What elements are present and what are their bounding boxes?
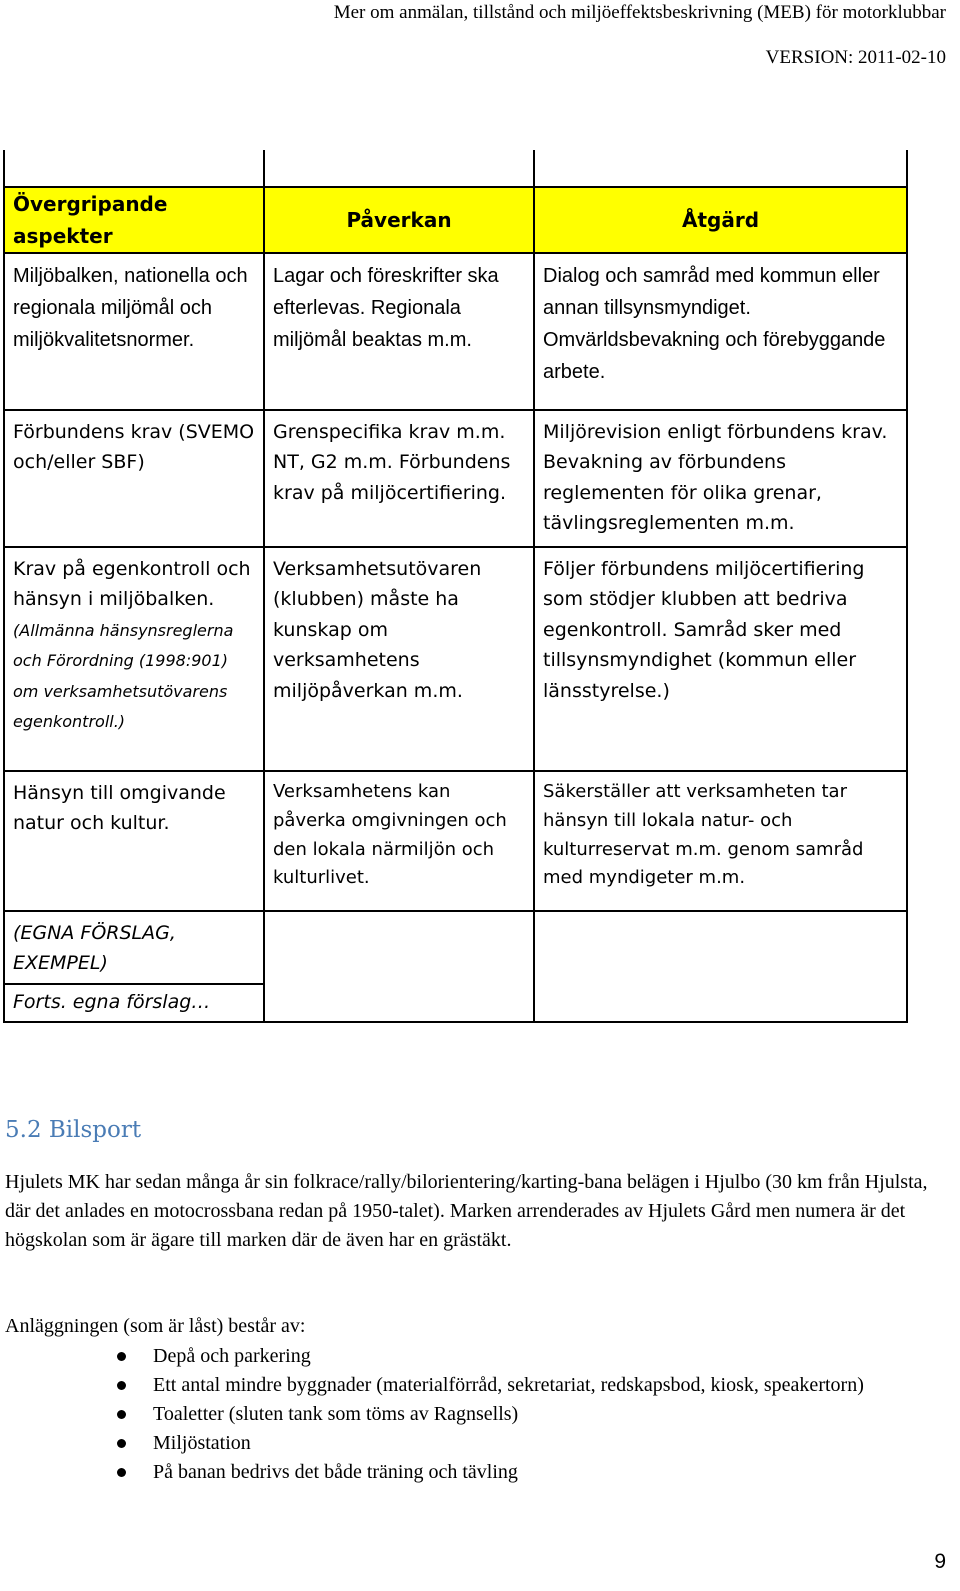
bullet-icon <box>117 1439 126 1448</box>
facility-list <box>0 1342 940 1487</box>
list-item: Ett antal mindre byggnader (materialförråd, sekretariat, redskapsbod, kiosk, speakertorn) <box>0 1371 940 1400</box>
running-header-version: VERSION: 2011-02-10 <box>765 47 946 68</box>
cell-aspect-main: Krav på egenkontroll och hänsyn i miljöbalken. <box>13 558 251 611</box>
header-aspects: Övergripande aspekter <box>4 187 264 253</box>
table-row <box>4 253 907 410</box>
cell-impact <box>264 911 534 1022</box>
running-header-title: Mer om anmälan, tillstånd och miljöeffektsbeskrivning (MEB) för motorklubbar <box>333 2 946 23</box>
list-item: På banan bedrivs det både träning och tävling <box>0 1458 940 1487</box>
cell-aspect: Forts. egna förslag… <box>4 984 264 1022</box>
page-number: 9 <box>934 1550 946 1573</box>
cell-impact: Verksamhetens kan påverka omgivningen och den lokala närmiljön och kulturlivet. <box>264 771 534 911</box>
cell-impact: Verksamhetsutövaren (klubben) måste ha kunskap om verksamhetens miljöpåverkan m.m. <box>264 547 534 771</box>
list-item: Toaletter (sluten tank som töms av Ragnsells) <box>0 1400 940 1429</box>
cell-action: Säkerställer att verksamheten tar hänsyn till lokala natur- och kulturreservat m.m. genom samråd med myndigeter m.m. <box>534 771 907 911</box>
header-impact: Påverkan <box>264 187 534 253</box>
table-row <box>4 911 907 984</box>
cell-aspect: Hänsyn till omgivande natur och kultur. <box>4 771 264 911</box>
cell-action <box>534 911 907 1022</box>
cell-impact: Grenspecifika krav m.m. NT, G2 m.m. Förbundens krav på miljöcertifiering. <box>264 410 534 547</box>
table-top-stub <box>4 150 907 187</box>
cell-aspect: Miljöbalken, nationella och regionala miljömål och miljökvalitetsnormer. <box>4 253 264 410</box>
list-item: Miljöstation <box>0 1429 940 1458</box>
bullet-icon <box>117 1352 126 1361</box>
bullet-icon <box>117 1381 126 1390</box>
table-header-row <box>4 187 907 253</box>
aspects-table <box>3 150 908 1023</box>
section-heading: 5.2 Bilsport <box>5 1117 142 1143</box>
list-item: Depå och parkering <box>0 1342 940 1371</box>
bullet-icon <box>117 1410 126 1419</box>
cell-action: Följer förbundens miljöcertifiering som stödjer klubben att bedriva egenkontroll. Samråd sker med tillsynsmyndighet (kommun eller länsstyrelse.) <box>534 547 907 771</box>
header-action: Åtgärd <box>534 187 907 253</box>
bullet-icon <box>117 1468 126 1477</box>
cell-aspect-note: (Allmänna hänsynsreglerna och Förordning (1998:901) om verksamhetsutövarens egenkontroll.) <box>13 620 234 731</box>
facility-intro: Anläggningen (som är låst) består av: <box>5 1315 306 1337</box>
cell-action: Dialog och samråd med kommun eller annan tillsynsmyndiget. Omvärldsbevakning och förebyggande arbete. <box>534 253 907 410</box>
cell-aspect: (EGNA FÖRSLAG, EXEMPEL) <box>4 911 264 984</box>
body-paragraph: Hjulets MK har sedan många år sin folkrace/rally/bilorientering/karting-bana belägen i Hjulbo (30 km från Hjulsta, där det anlades en motocrossbana redan på 1950-talet). Marken arrenderades av Hjulets Gård men numera är det högskolan som är ägare till marken där de även har en grästäkt. <box>5 1171 928 1251</box>
table-row <box>4 410 907 547</box>
cell-aspect: Förbundens krav (SVEMO och/eller SBF) <box>4 410 264 547</box>
cell-action: Miljörevision enligt förbundens krav. Bevakning av förbundens reglementen för olika grenar, tävlingsreglementen m.m. <box>534 410 907 547</box>
table-row <box>4 547 907 771</box>
table-row <box>4 771 907 911</box>
cell-aspect <box>4 547 264 771</box>
cell-impact: Lagar och föreskrifter ska efterlevas. Regionala miljömål beaktas m.m. <box>264 253 534 410</box>
